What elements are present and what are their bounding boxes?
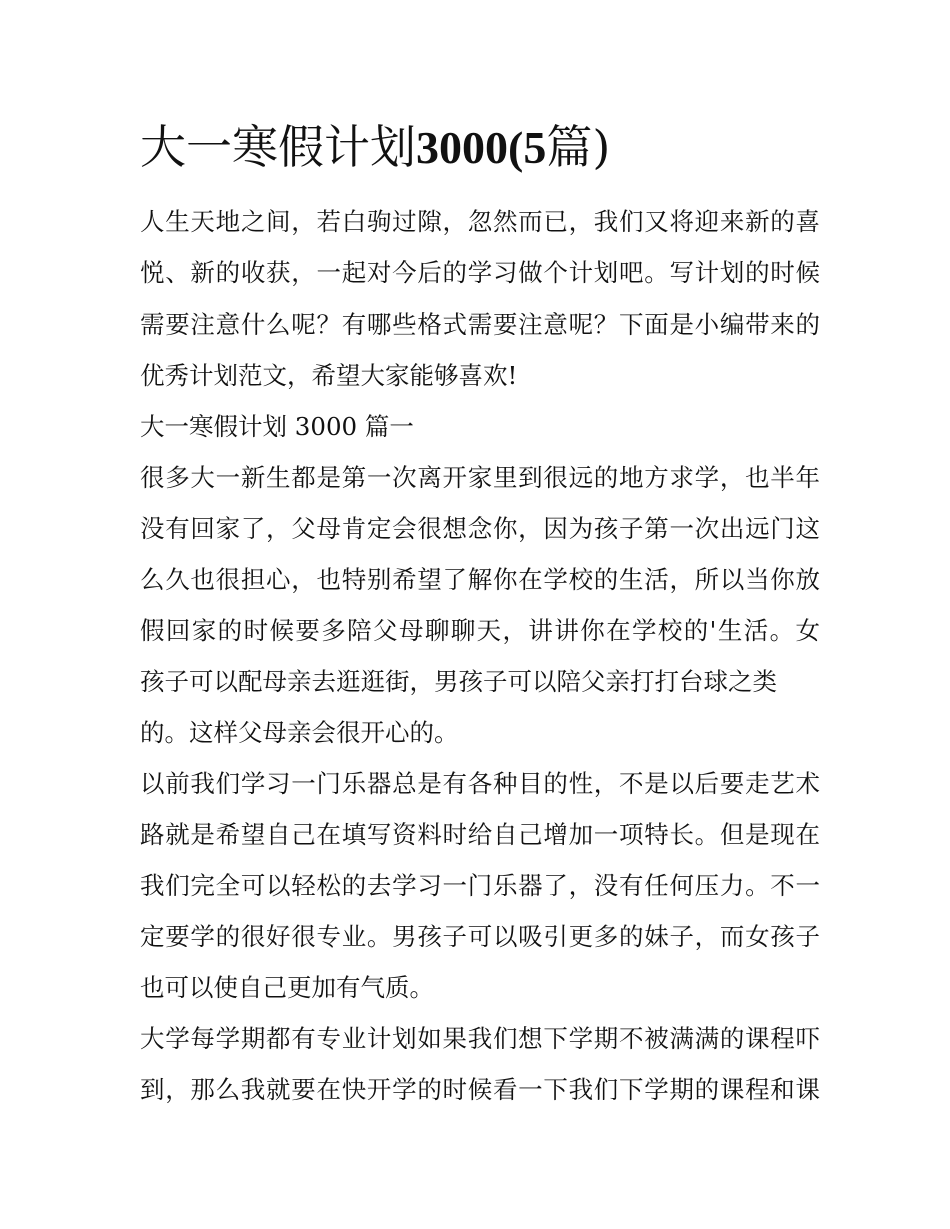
paragraph-line: 么久也很担心，也特别希望了解你在学校的生活，所以当你放 — [140, 565, 820, 594]
paragraph-line: 我们完全可以轻松的去学习一门乐器了，没有任何压力。不一 — [140, 871, 820, 900]
paragraph-line: 也可以使自己更加有气质。 — [140, 973, 434, 1002]
paragraph-line: 定要学的很好很专业。男孩子可以吸引更多的妹子，而女孩子 — [140, 922, 820, 951]
paragraph-line: 到，那么我就要在快开学的时候看一下我们下学期的课程和课 — [140, 1075, 820, 1104]
paragraph-line: 需要注意什么呢？有哪些格式需要注意呢？下面是小编带来的 — [140, 310, 820, 339]
paragraph-line: 没有回家了，父母肯定会很想念你，因为孩子第一次出远门这 — [140, 514, 820, 543]
paragraph-line: 悦、新的收获，一起对今后的学习做个计划吧。写计划的时候 — [140, 258, 820, 287]
paragraph-line: 以前我们学习一门乐器总是有各种目的性，不是以后要走艺术 — [140, 769, 820, 798]
section-heading: 大一寒假计划 3000 篇一 — [140, 412, 414, 441]
paragraph-line: 的。这样父母亲会很开心的。 — [140, 718, 459, 747]
title-suffix: 篇) — [546, 120, 611, 174]
title-text: 大一寒假计划 — [140, 120, 416, 174]
title-number: 3000(5 — [416, 122, 547, 173]
paragraph-line: 人生天地之间，若白驹过隙，忽然而已，我们又将迎来新的喜 — [140, 207, 820, 236]
paragraph-line: 大学每学期都有专业计划如果我们想下学期不被满满的课程吓 — [140, 1024, 820, 1053]
paragraph-line: 很多大一新生都是第一次离开家里到很远的地方求学，也半年 — [140, 463, 820, 492]
page-title — [140, 112, 820, 183]
paragraph-line: 孩子可以配母亲去逛逛街，男孩子可以陪父亲打打台球之类 — [140, 667, 777, 696]
paragraph-line: 优秀计划范文，希望大家能够喜欢! — [140, 361, 518, 390]
paragraph-line: 路就是希望自己在填写资料时给自己增加一项特长。但是现在 — [140, 820, 820, 849]
paragraph-line: 假回家的时候要多陪父母聊聊天，讲讲你在学校的'生活。女 — [140, 616, 820, 645]
